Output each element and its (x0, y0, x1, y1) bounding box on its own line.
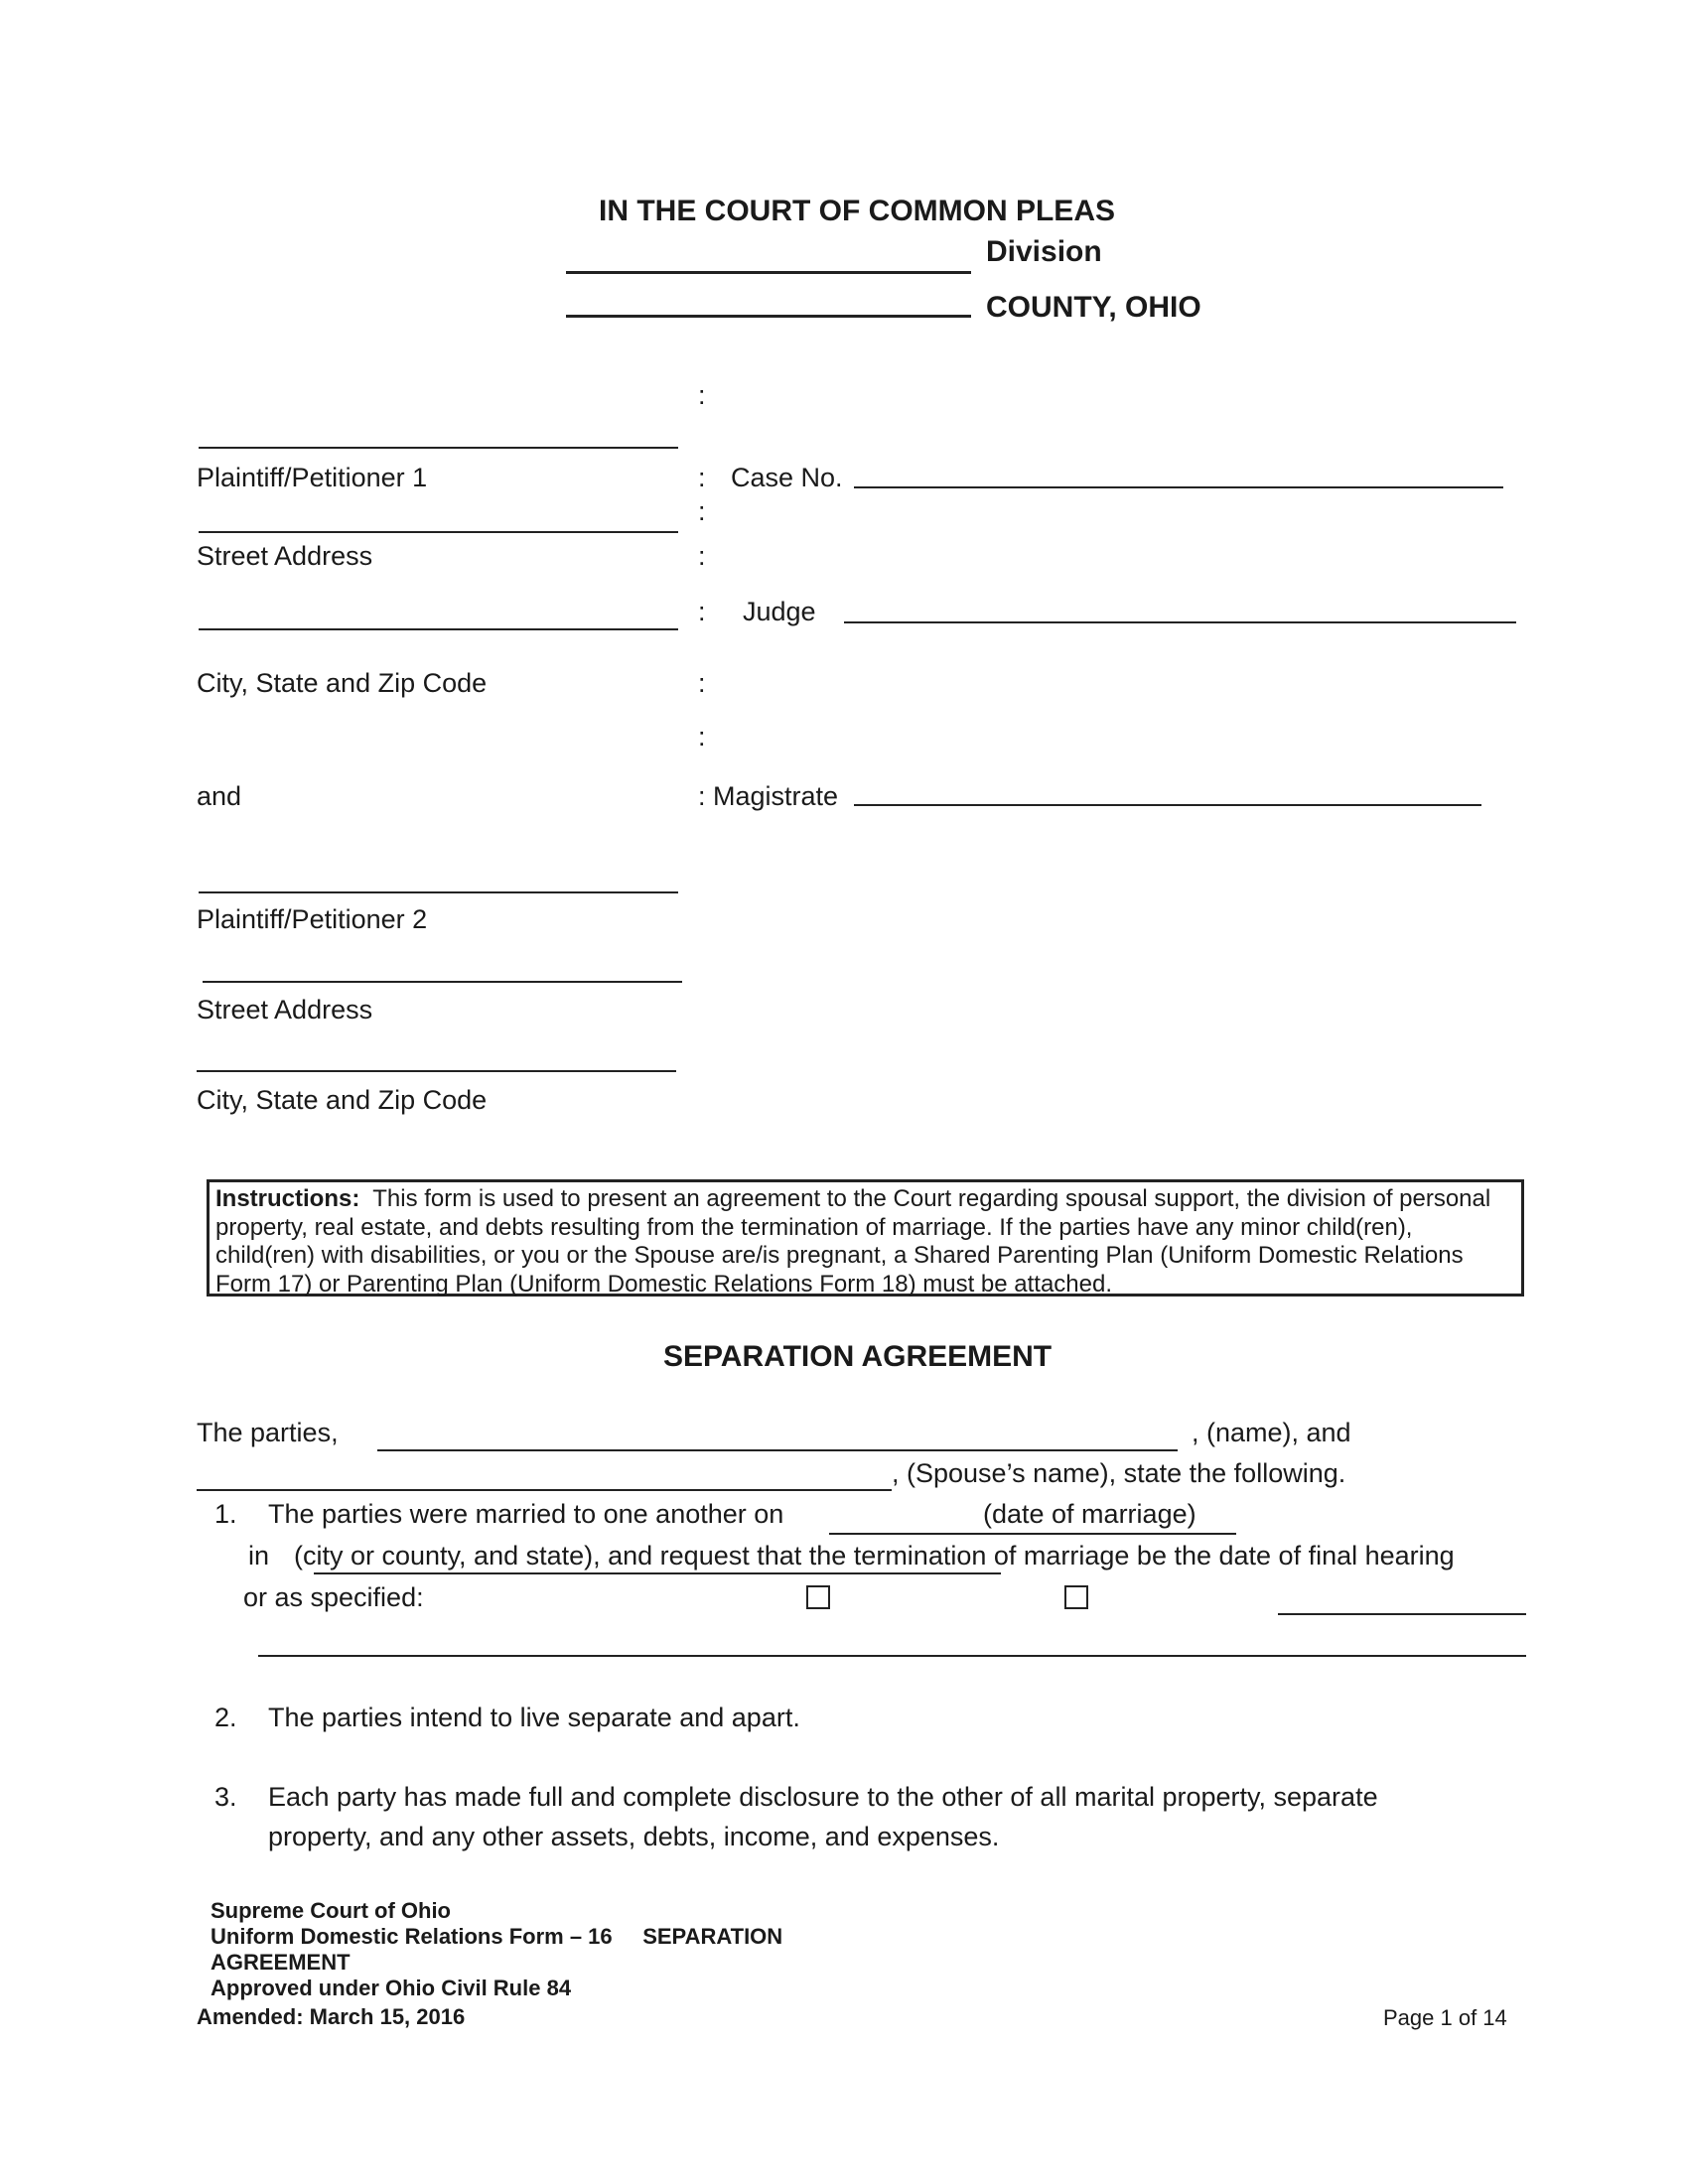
party-name-blank[interactable] (377, 1449, 1178, 1451)
division-label: Division (986, 235, 1102, 268)
marriage-date-hint: (date of marriage) (983, 1499, 1196, 1529)
name-suffix: , (name), and (1192, 1418, 1351, 1447)
final-hearing-checkbox[interactable] (806, 1585, 830, 1609)
footer-amended: Amended: March 15, 2016 (197, 2004, 466, 2029)
item1-line2: (city or county, and state), and request that the termination of marriage be the date of final hearing (294, 1541, 1455, 1570)
street1-blank[interactable] (199, 531, 678, 533)
magistrate-label: : Magistrate (698, 781, 839, 811)
instructions-box (207, 1179, 1524, 1297)
item1-or: or as specified: (243, 1582, 424, 1612)
marriage-date-blank[interactable] (829, 1533, 1236, 1535)
city2-blank[interactable] (197, 1070, 676, 1072)
caption-colon: : (698, 380, 706, 410)
spouse-suffix: , (Spouse’s name), state the following. (892, 1458, 1346, 1488)
and-label: and (197, 781, 242, 811)
item3-number: 3. (214, 1782, 237, 1812)
footer-court: Supreme Court of Ohio (211, 1898, 451, 1923)
judge-label: Judge (743, 597, 816, 626)
county-label: COUNTY, OHIO (986, 291, 1201, 324)
agreement-title: SEPARATION AGREEMENT (663, 1340, 1053, 1373)
case-no-label: Case No. (731, 463, 843, 492)
city1-blank[interactable] (199, 628, 678, 630)
item1-in: in (248, 1541, 270, 1570)
plaintiff2-name-blank[interactable] (199, 891, 678, 893)
instructions-label: Instructions: (215, 1185, 360, 1212)
specified-detail-blank[interactable] (258, 1655, 1526, 1657)
footer-form: Uniform Domestic Relations Form – 16 SEPARATION (211, 1924, 783, 1949)
plaintiff2-label: Plaintiff/Petitioner 2 (197, 904, 428, 934)
judge-blank[interactable] (844, 621, 1516, 623)
item1-text: The parties were married to one another on (268, 1499, 784, 1529)
plaintiff1-name-blank[interactable] (199, 447, 678, 449)
instructions-text: This form is used to present an agreement to the Court regarding spousal support, the division of personal property, real estate, and debts resulting from the termination of marriage. If the parties have any minor child(ren), child(ren) with disabilities, or you or the Spouse are/is pregnant, a Shared Parenting Plan (Uniform Domestic Relations Form 17) or Parenting Plan (Uniform Domestic Relations Form 18) must be attached. (215, 1185, 1491, 1297)
spouse-name-blank[interactable] (197, 1489, 892, 1491)
footer-form-cont: AGREEMENT (211, 1950, 351, 1975)
item3-line2: property, and any other assets, debts, income, and expenses. (268, 1822, 1000, 1851)
caption-colon: : (698, 496, 706, 526)
city1-label: City, State and Zip Code (197, 668, 488, 698)
item1-number: 1. (214, 1499, 237, 1529)
city2-label: City, State and Zip Code (197, 1085, 488, 1115)
plaintiff1-label: Plaintiff/Petitioner 1 (197, 463, 428, 492)
street2-blank[interactable] (203, 981, 682, 983)
street2-label: Street Address (197, 995, 373, 1024)
item3-line1: Each party has made full and complete disclosure to the other of all marital property, separate (268, 1782, 1378, 1812)
magistrate-blank[interactable] (854, 804, 1481, 806)
caption-colon: : (698, 668, 706, 698)
parties-prefix: The parties, (197, 1418, 339, 1447)
case-no-blank[interactable] (854, 486, 1503, 488)
caption-colon: : (698, 463, 706, 492)
marriage-place-blank[interactable] (314, 1572, 1001, 1574)
caption-colon: : (698, 722, 706, 751)
caption-colon: : (698, 597, 706, 626)
item2-number: 2. (214, 1703, 237, 1732)
county-blank[interactable] (566, 315, 971, 318)
court-title: IN THE COURT OF COMMON PLEAS (599, 195, 1115, 227)
as-specified-checkbox[interactable] (1064, 1585, 1088, 1609)
division-blank[interactable] (566, 271, 971, 274)
specified-date-blank[interactable] (1278, 1613, 1526, 1615)
footer-rule: Approved under Ohio Civil Rule 84 (211, 1976, 572, 2000)
item2-text: The parties intend to live separate and apart. (268, 1703, 800, 1732)
page-number: Page 1 of 14 (1383, 2005, 1507, 2030)
street1-label: Street Address (197, 541, 373, 571)
caption-colon: : (698, 541, 706, 571)
